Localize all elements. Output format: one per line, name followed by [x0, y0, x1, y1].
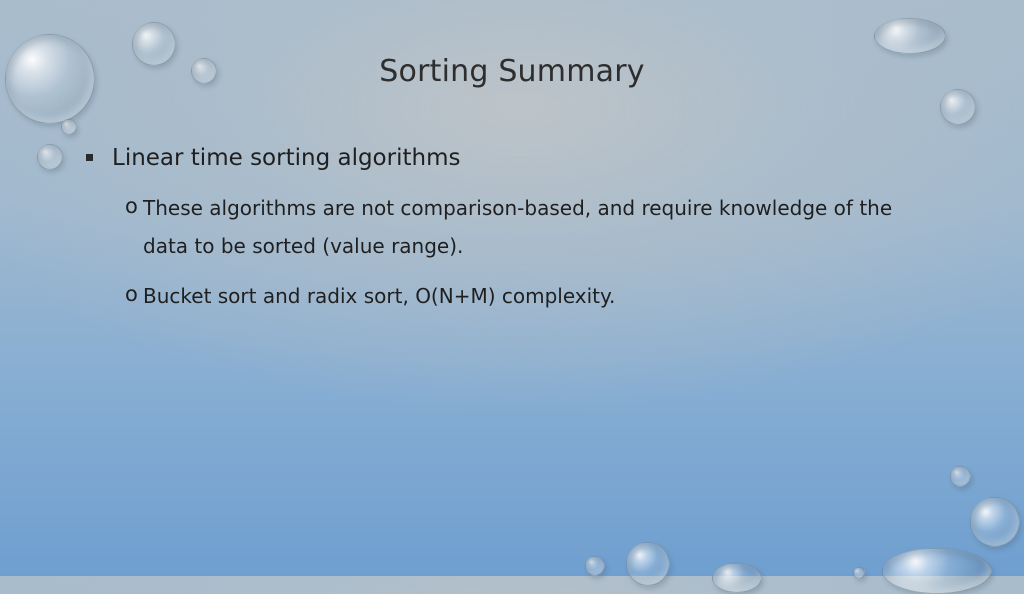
slide-content: [86, 143, 926, 327]
sub-bullet-marker: o: [125, 194, 138, 218]
sub-bullet-list: [125, 189, 926, 315]
water-drop-icon: [970, 497, 1020, 547]
sub-bullet-text: Bucket sort and radix sort, O(N+M) complexity.: [143, 284, 616, 308]
sub-bullet-item: [125, 189, 926, 265]
water-drop-icon: [882, 548, 992, 594]
sub-bullet-item: [125, 277, 926, 315]
sub-bullet-marker: o: [125, 282, 138, 306]
water-drop-icon: [853, 567, 865, 579]
sub-bullet-text: These algorithms are not comparison-based, and require knowledge of the data to be sorted (value range).: [143, 196, 893, 258]
bullet-item: [86, 143, 926, 173]
water-drop-icon: [626, 542, 670, 586]
water-drop-icon: [874, 18, 946, 54]
slide-title: Sorting Summary: [379, 54, 645, 89]
square-bullet-icon: [86, 154, 93, 161]
water-drop-icon: [37, 144, 63, 170]
water-drop-icon: [585, 556, 605, 576]
water-drop-icon: [940, 89, 976, 125]
bullet-text: Linear time sorting algorithms: [112, 145, 461, 171]
water-drop-icon: [950, 466, 971, 487]
water-drop-icon: [712, 563, 762, 593]
water-drop-icon: [61, 119, 77, 135]
